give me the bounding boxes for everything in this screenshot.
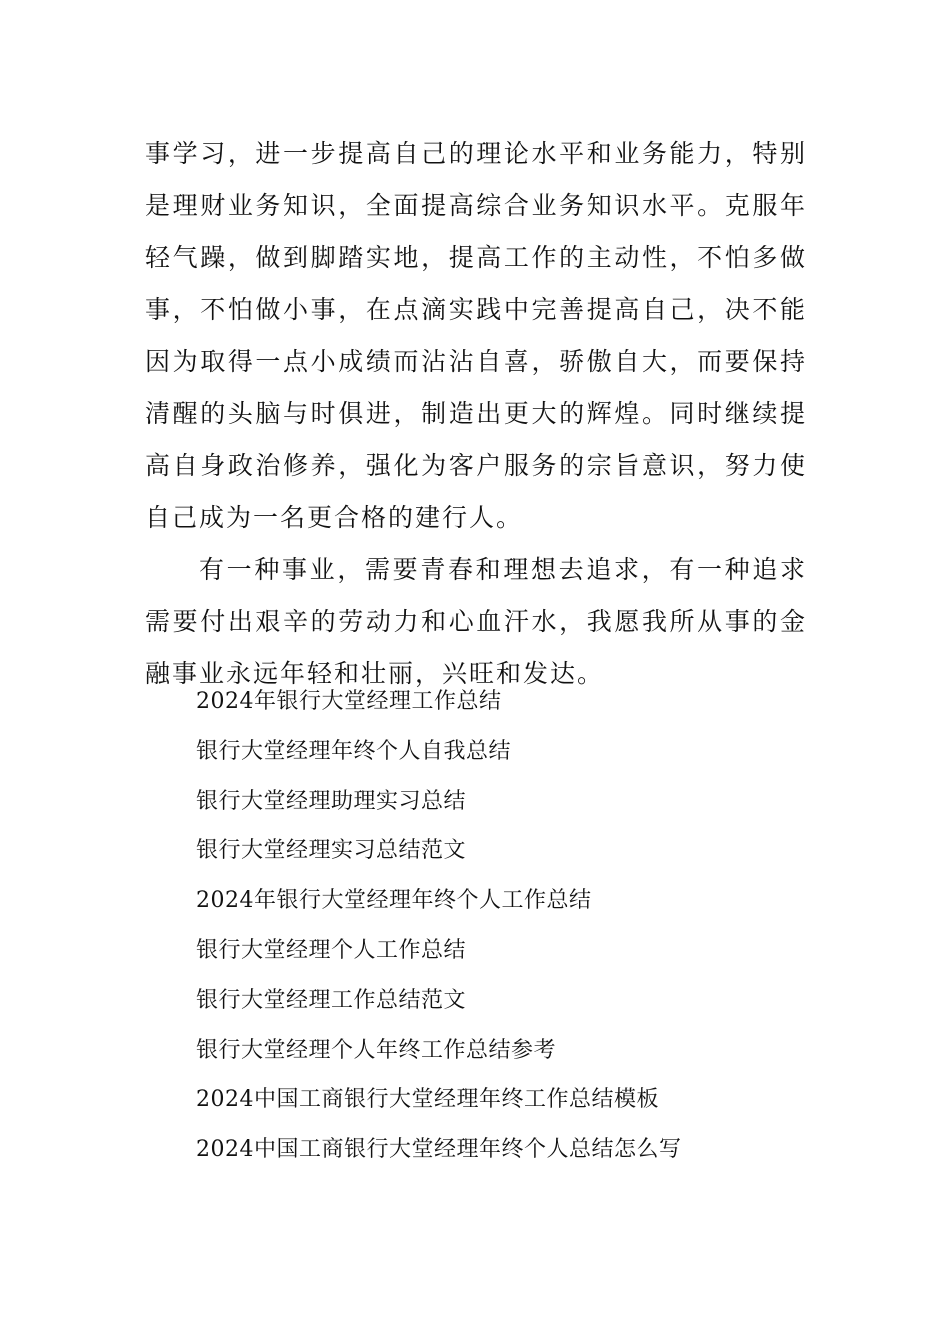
paragraph-continuation: 事学习，进一步提高自己的理论水平和业务能力，特别是理财业务知识，全面提高综合业务知识水平。克服年轻气躁，做到脚踏实地，提高工作的主动性，不怕多做事，不怕做小事，在点滴实践中完善提高自己，决不能因为取得一点小成绩而沾沾自喜，骄傲自大，而要保持清醒的头脑与时俱进，制造出更大的辉煌。同时继续提高自身政治修养，强化为客户服务的宗旨意识，努力使自己成为一名更合格的建行人。 bbox=[145, 139, 807, 532]
related-link-6[interactable]: 银行大堂经理个人工作总结 bbox=[196, 937, 467, 963]
document-body bbox=[145, 128, 807, 700]
related-link-1[interactable]: 2024年银行大堂经理工作总结 bbox=[196, 689, 502, 714]
related-link-2[interactable]: 银行大堂经理年终个人自我总结 bbox=[196, 738, 512, 764]
related-link-7[interactable]: 银行大堂经理工作总结范文 bbox=[196, 987, 467, 1013]
related-link-10[interactable]: 2024中国工商银行大堂经理年终个人总结怎么写 bbox=[196, 1137, 682, 1163]
related-link-3[interactable]: 银行大堂经理助理实习总结 bbox=[196, 788, 467, 814]
paragraph-closing: 有一种事业，需要青春和理想去追求，有一种追求需要付出艰辛的劳动力和心血汗水，我愿我所从事的金融事业永远年轻和壮丽，兴旺和发达。 bbox=[145, 555, 807, 688]
related-links-list bbox=[196, 677, 816, 1175]
related-link-8[interactable]: 银行大堂经理个人年终工作总结参考 bbox=[196, 1037, 557, 1063]
related-link-9[interactable]: 2024中国工商银行大堂经理年终工作总结模板 bbox=[196, 1087, 659, 1113]
related-link-5[interactable]: 2024年银行大堂经理年终个人工作总结 bbox=[196, 888, 592, 914]
related-link-4[interactable]: 银行大堂经理实习总结范文 bbox=[196, 838, 467, 864]
